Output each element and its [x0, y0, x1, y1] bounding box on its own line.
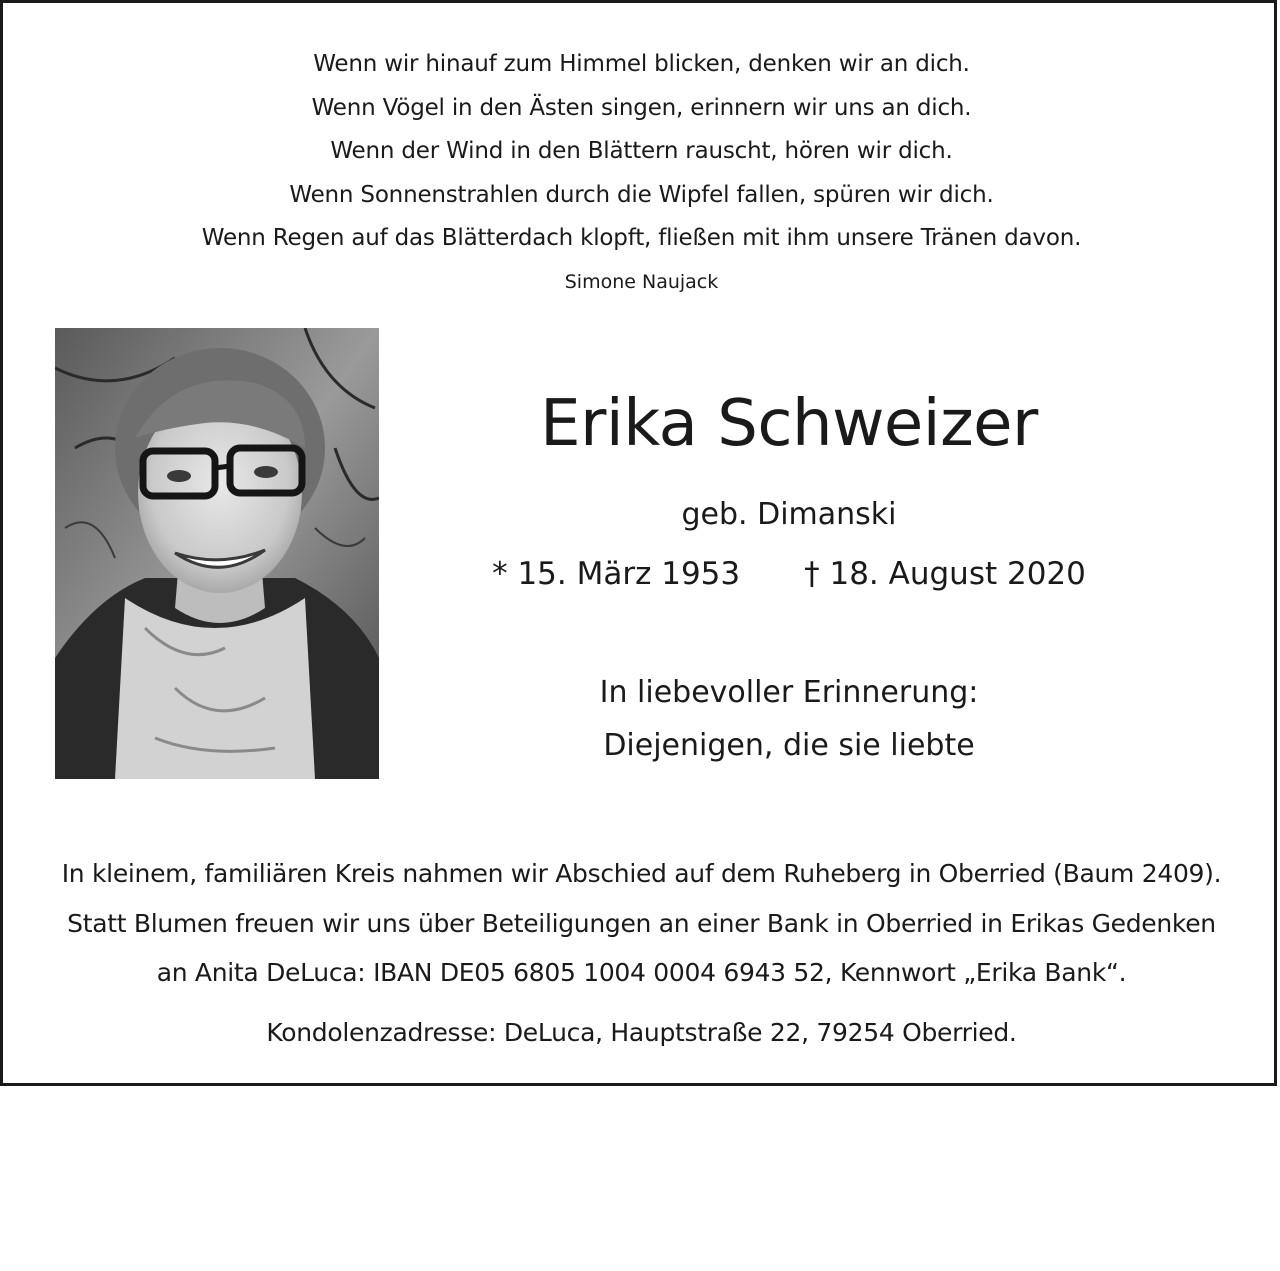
info-line: Statt Blumen freuen wir uns über Beteiligungen an einer Bank in Oberried in Erikas Gedenken [67, 908, 1216, 938]
poem [3, 43, 1280, 302]
maiden-name: geb. Dimanski [681, 497, 897, 532]
info-line: an Anita DeLuca: IBAN DE05 6805 1004 0004 6943 52, Kennwort „Erika Bank“. [156, 958, 1127, 987]
info-line: In kleinem, familiären Kreis nahmen wir Abschied auf dem Ruheberg in Oberried (Baum 2409). [61, 859, 1222, 888]
poem-line: Wenn Sonnenstrahlen durch die Wipfel fallen, spüren wir dich. [289, 181, 994, 208]
deceased-name: Erika Schweizer [540, 387, 1038, 461]
memory-note [423, 666, 1155, 772]
portrait-photo [55, 328, 379, 779]
condolence-address: Kondolenzadresse: DeLuca, Hauptstraße 22, 79254 Oberried. [266, 1018, 1017, 1047]
poem-line: Wenn der Wind in den Blättern rauscht, hören wir dich. [330, 138, 953, 164]
poem-line: Wenn wir hinauf zum Himmel blicken, denken wir an dich. [313, 51, 970, 77]
death-date: † 18. August 2020 [804, 556, 1086, 592]
life-dates [423, 551, 1155, 597]
farewell-info [3, 849, 1280, 998]
memory-line: In liebevoller Erinnerung: [599, 675, 979, 710]
birth-date: * 15. März 1953 [492, 556, 741, 592]
poem-line: Wenn Regen auf das Blätterdach klopft, fließen mit ihm unsere Tränen davon. [201, 225, 1082, 251]
poem-author: Simone Naujack [564, 270, 719, 293]
poem-line: Wenn Vögel in den Ästen singen, erinnern wir uns an dich. [311, 94, 972, 121]
memory-line: Diejenigen, die sie liebte [603, 728, 975, 763]
